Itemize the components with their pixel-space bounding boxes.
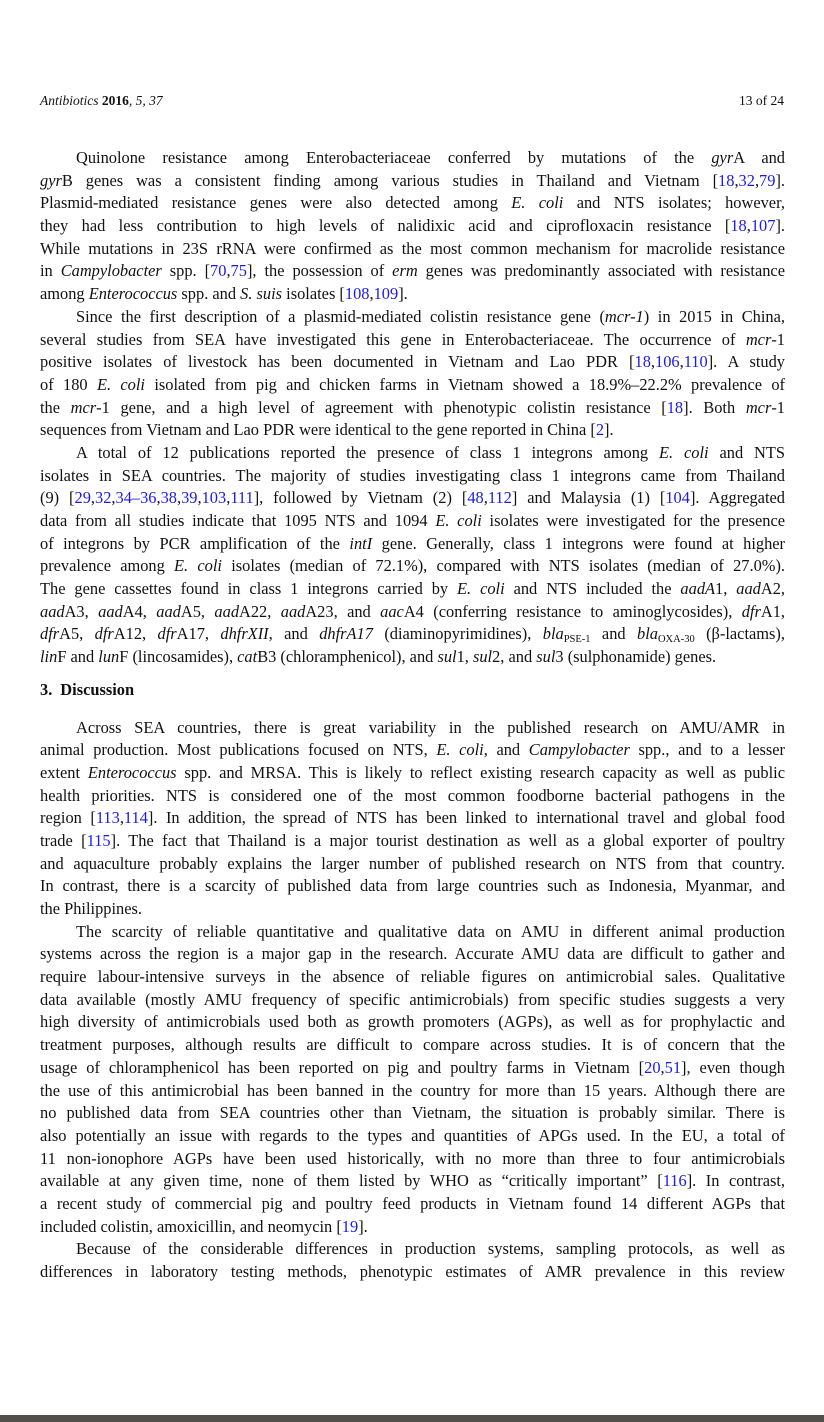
- text-line: [40, 785, 785, 808]
- text-run: , and: [268, 624, 320, 644]
- italic-term: E. coli: [436, 740, 484, 760]
- text-line: [40, 442, 785, 465]
- italic-term: aad: [98, 601, 123, 621]
- journal-citation: [40, 93, 163, 109]
- text-run: -1 gene, and a high level of agreement with phenotypic colistin resistance [: [96, 397, 667, 417]
- text-run: ,: [226, 488, 231, 508]
- text-line: [40, 147, 785, 170]
- section-number: 3.: [40, 679, 53, 699]
- text-run: ]. In contrast,: [686, 1171, 786, 1191]
- text-line: [40, 943, 785, 966]
- text-line: [40, 238, 785, 261]
- text-run: (diaminopyrimidines),: [372, 624, 543, 644]
- text-run: A1,: [760, 601, 785, 621]
- results-paragraphs: [40, 147, 785, 669]
- italic-term: mcr: [745, 329, 772, 349]
- text-run: While mutations in 23S rRNA were confirmed as the most common mechanism for macrolide resistance: [40, 238, 785, 258]
- text-run: ].: [604, 420, 614, 440]
- text-run: ], the possession of: [246, 261, 393, 281]
- journal-volume: , 5, 37: [128, 93, 163, 108]
- text-run: , and: [483, 740, 529, 760]
- text-run: ,: [111, 488, 116, 508]
- text-run: isolated from pig and chicken farms in Vietnam showed a 18.9%–22.2% prevalence of: [144, 374, 785, 394]
- text-line: [40, 623, 785, 646]
- citation-link[interactable]: 70: [210, 261, 227, 281]
- text-run: the use of this antimicrobial has been banned in the country for more than 15 years. Although there are: [40, 1080, 785, 1100]
- article-body: [40, 147, 785, 1284]
- text-line: [40, 306, 785, 329]
- text-run: also potentially an issue with regards to the types and quantities of APGs used. In the EU, a total of: [40, 1125, 785, 1145]
- text-run: and NTS: [708, 442, 785, 462]
- text-line: [40, 170, 785, 193]
- text-run: A3,: [64, 601, 99, 621]
- citation-link[interactable]: 51: [664, 1057, 682, 1077]
- paragraph: [40, 921, 785, 1239]
- citation-link[interactable]: 106: [655, 352, 680, 372]
- text-run: treatment purposes, although results are difficult to compare across studies. It is of concern that the: [40, 1035, 785, 1055]
- text-run: 3 (sulphonamide) genes.: [555, 647, 717, 667]
- paragraph: [40, 717, 785, 921]
- text-run: ].: [775, 170, 785, 190]
- text-run: of integrons by PCR amplification of the: [40, 533, 350, 553]
- italic-term: dfr: [40, 624, 60, 644]
- citation-link[interactable]: 48: [467, 488, 484, 508]
- text-run: ]. In addition, the spread of NTS has been linked to international travel and global food: [147, 808, 785, 828]
- italic-term: erm: [392, 261, 418, 281]
- citation-link[interactable]: 112: [487, 488, 512, 508]
- text-run: A5,: [180, 601, 215, 621]
- text-line: [40, 1034, 785, 1057]
- citation-link[interactable]: 114: [123, 808, 148, 828]
- text-run: Plasmid-mediated resistance genes were also detected among: [40, 193, 512, 213]
- text-line: [40, 215, 785, 238]
- text-line: [40, 1102, 785, 1125]
- italic-term: sul: [437, 647, 457, 667]
- text-line: [40, 1080, 785, 1103]
- italic-term: dfr: [157, 624, 177, 644]
- text-run: A22,: [239, 601, 281, 621]
- paragraph: [40, 306, 785, 442]
- text-run: A4,: [122, 601, 157, 621]
- text-run: ,: [746, 216, 751, 236]
- citation-link[interactable]: 111: [230, 488, 254, 508]
- text-run: Since the first description of a plasmid-mediated colistin resistance gene (: [76, 306, 605, 326]
- page-number: 13 of 24: [739, 93, 784, 108]
- text-run: (β-lactams),: [694, 624, 785, 644]
- text-line: [40, 646, 785, 669]
- text-run: spp. and MRSA. This is likely to reflect existing research capacity as well as public: [176, 762, 785, 782]
- text-run: ]. Both: [683, 397, 746, 417]
- italic-term: aad: [214, 601, 240, 621]
- text-line: [40, 1193, 785, 1216]
- text-run: ].: [358, 1216, 368, 1236]
- italic-term: sul: [472, 647, 493, 667]
- text-line: [40, 374, 785, 397]
- italic-term: Enterococcus: [87, 762, 177, 782]
- citation-link[interactable]: 18: [634, 352, 651, 372]
- citation-link[interactable]: 110: [683, 352, 708, 372]
- text-run: F and: [57, 647, 99, 667]
- italic-term: Campylobacter: [60, 261, 162, 281]
- text-run: health priorities. NTS is considered one of the most common foodborne bacterial pathogens in the: [40, 785, 785, 805]
- text-run: and: [590, 624, 637, 644]
- citation-link[interactable]: 39: [181, 488, 198, 508]
- text-run: spp. [: [161, 261, 211, 281]
- text-run: ,: [177, 488, 182, 508]
- text-run: -1: [771, 397, 785, 417]
- text-line: [40, 1216, 785, 1239]
- text-line: [40, 1148, 785, 1171]
- text-run: Because of the considerable differences in production systems, sampling protocols, as well as: [76, 1239, 785, 1259]
- citation-link[interactable]: 107: [750, 216, 776, 236]
- text-run: ,: [156, 488, 161, 508]
- text-line: [40, 739, 785, 762]
- text-run: positive isolates of livestock has been documented in Vietnam and Lao PDR [: [40, 352, 635, 372]
- journal-name: Antibiotics: [40, 93, 99, 108]
- italic-term: intI: [349, 533, 373, 553]
- text-run: A4 (conferring resistance to aminoglycosides),: [403, 601, 742, 621]
- citation-link[interactable]: 18: [730, 216, 747, 236]
- text-line: [40, 601, 785, 624]
- text-line: [40, 717, 785, 740]
- citation-link[interactable]: 18: [718, 170, 735, 190]
- text-run: spp. and: [177, 284, 241, 304]
- text-run: spp., and to a lesser: [629, 740, 785, 760]
- text-run: data from all studies indicate that 1095 NTS and 1094: [40, 511, 436, 530]
- citation-link[interactable]: 20: [644, 1057, 661, 1077]
- italic-term: gyr: [711, 148, 734, 167]
- text-run: animal production. Most publications focused on NTS,: [40, 740, 437, 760]
- text-run: usage of chloramphenicol has been reported on pig and poultry farms in Vietnam [: [40, 1057, 645, 1077]
- text-line: [40, 762, 785, 785]
- text-run: genes was predominantly associated with resistance: [417, 261, 785, 281]
- text-run: (9) [: [40, 488, 75, 508]
- text-run: A5,: [59, 624, 95, 644]
- text-run: ) in 2015 in China,: [643, 306, 785, 326]
- text-run: isolates were investigated for the presence: [481, 511, 785, 530]
- italic-term: aac: [380, 601, 404, 621]
- text-run: isolates in SEA countries. The majority of studies investigating class 1 integrons came from Thailand: [40, 465, 785, 485]
- text-line: [40, 921, 785, 944]
- text-line: [40, 875, 785, 898]
- text-run: ,: [660, 1057, 665, 1077]
- text-run: a recent study of commercial pig and poultry feed products in Vietnam found 14 different AGPs that: [40, 1193, 785, 1213]
- text-run: A12,: [113, 624, 158, 644]
- text-run: data available (mostly AMU frequency of specific antimicrobials) from specific studies suggests a very: [40, 989, 785, 1009]
- text-run: ,: [483, 488, 488, 508]
- text-line: [40, 465, 785, 488]
- text-run: extent: [40, 762, 88, 782]
- italic-term: aadA: [680, 579, 716, 599]
- text-run: ], even though: [681, 1057, 785, 1077]
- text-run: ,: [734, 170, 739, 190]
- text-run: and aquaculture probably explains the larger number of published research on NTS from that country.: [40, 853, 785, 873]
- citation-link[interactable]: 75: [230, 261, 247, 281]
- italic-term: lun: [98, 647, 120, 667]
- text-run: and NTS isolates; however,: [563, 193, 785, 213]
- italic-term: Enterococcus: [88, 284, 178, 304]
- italic-term: dfr: [741, 601, 761, 621]
- text-line: [40, 533, 785, 556]
- italic-term: sul: [536, 647, 556, 667]
- citation-link[interactable]: 103: [201, 488, 227, 508]
- text-run: ,: [119, 808, 124, 828]
- text-run: isolates (median of 72.1%), compared with NTS isolates (median of 27.0%).: [221, 556, 786, 576]
- text-run: ], followed by Vietnam (2) [: [253, 488, 468, 508]
- italic-term: aad: [40, 601, 65, 621]
- text-run: ] and Malaysia (1) [: [511, 488, 666, 508]
- text-line: [40, 1057, 785, 1080]
- citation-link[interactable]: 18: [666, 397, 684, 417]
- text-run: 11 non-ionophore AGPs have been used historically, with no more than three to four antimicrobials: [40, 1148, 785, 1168]
- text-run: Quinolone resistance among Enterobacteriaceae conferred by mutations of the: [76, 148, 712, 167]
- citation-link[interactable]: 108: [344, 284, 370, 304]
- text-run: included colistin, amoxicillin, and neomycin [: [40, 1216, 342, 1236]
- text-run: 1,: [456, 647, 473, 667]
- text-run: ,: [90, 488, 96, 508]
- text-run: trade [: [40, 830, 87, 850]
- text-run: The gene cassettes found in class 1 integrons carried by: [40, 579, 458, 599]
- text-run: In contrast, there is a scarcity of published data from large countries such as Indonesia, Myanmar, and: [40, 876, 785, 896]
- text-line: [40, 830, 785, 853]
- citation-link[interactable]: 32: [95, 488, 112, 508]
- italic-term: mcr-1: [604, 306, 644, 326]
- italic-term: E. coli: [457, 579, 505, 599]
- italic-term: aad: [280, 601, 306, 621]
- text-run: several studies from SEA have investigated this gene in Enterobacteriaceae. The occurrence of: [40, 329, 746, 349]
- text-line: [40, 1261, 785, 1284]
- paragraph: [40, 1238, 785, 1283]
- text-line: [40, 898, 785, 921]
- text-run: among: [40, 284, 89, 304]
- text-line: [40, 329, 785, 352]
- italic-term: Campylobacter: [528, 740, 630, 760]
- italic-term: lin: [40, 647, 58, 667]
- text-run: B3 (chloramphenicol), and: [257, 647, 438, 667]
- text-run: F (lincosamides),: [119, 647, 238, 667]
- text-run: 2, and: [492, 647, 537, 667]
- text-run: no published data from SEA countries other than Vietnam, the situation is probably similar. There is: [40, 1103, 785, 1123]
- text-run: high diversity of antimicrobials used both as growth promoters (AGPs), as well as for prophylactic and: [40, 1012, 785, 1032]
- text-run: available at any given time, none of them listed by WHO as “critically important” [: [40, 1171, 663, 1191]
- paragraph: [40, 442, 785, 669]
- subscript: OXA-30: [657, 634, 695, 646]
- running-header: [40, 93, 784, 111]
- paragraph: [40, 147, 785, 306]
- citation-link[interactable]: 34–36: [115, 488, 157, 508]
- text-line: [40, 807, 785, 830]
- text-run: ,: [754, 170, 760, 190]
- italic-term: E. coli: [659, 442, 709, 462]
- text-run: -1: [771, 329, 785, 349]
- text-run: isolates [: [282, 284, 345, 304]
- citation-link[interactable]: 79: [759, 170, 776, 190]
- text-run: ]. The fact that Thailand is a major tourist destination as well as a global exporter of poultry: [110, 830, 785, 850]
- italic-term: bla: [542, 624, 564, 644]
- italic-term: dhfrXII: [220, 624, 269, 644]
- text-line: [40, 578, 785, 601]
- italic-term: E. coli: [96, 374, 145, 394]
- italic-term: S. suis: [240, 284, 283, 304]
- text-run: require labour-intensive surveys in the absence of reliable figures on antimicrobial sales. Qualitative: [40, 967, 785, 987]
- citation-link[interactable]: 38: [160, 488, 177, 508]
- text-line: [40, 397, 785, 420]
- journal-year: 2016: [101, 93, 129, 108]
- text-line: [40, 966, 785, 989]
- text-run: Across SEA countries, there is great variability in the published research on AMU/AMR in: [76, 717, 785, 737]
- text-run: ,: [226, 261, 231, 281]
- citation-link[interactable]: 115: [86, 830, 111, 850]
- italic-term: mcr: [745, 397, 772, 417]
- section-title: Discussion: [60, 679, 135, 699]
- text-run: sequences from Vietnam and Lao PDR were identical to the gene reported in China [: [40, 420, 596, 440]
- text-run: ,: [679, 352, 684, 372]
- text-line: [40, 260, 785, 283]
- citation-link[interactable]: 32: [738, 170, 755, 190]
- text-run: differences in laboratory testing methods, phenotypic estimates of AMR prevalence in this review: [40, 1262, 785, 1281]
- text-line: [40, 351, 785, 374]
- text-line: [40, 989, 785, 1012]
- text-run: systems across the region is a major gap in the research. Accurate AMU data are difficult to gather and: [40, 944, 785, 964]
- italic-term: aad: [736, 579, 761, 599]
- text-run: A total of 12 publications reported the presence of class 1 integrons among: [76, 442, 660, 462]
- viewer-bottom-bar: [0, 1415, 824, 1422]
- italic-term: cat: [237, 647, 258, 667]
- text-line: [40, 419, 785, 442]
- citation-link[interactable]: 113: [95, 808, 120, 828]
- text-run: ]. Aggregated: [689, 488, 785, 508]
- text-line: [40, 555, 785, 578]
- text-run: ,: [197, 488, 202, 508]
- text-run: and NTS included the: [504, 579, 681, 599]
- text-run: in: [40, 261, 61, 281]
- text-run: of 180: [40, 374, 97, 394]
- text-run: gene. Generally, class 1 integrons were found at higher: [372, 533, 785, 553]
- text-line: [40, 853, 785, 876]
- italic-term: E. coli: [511, 193, 564, 213]
- italic-term: mcr: [70, 397, 97, 417]
- text-line: [40, 1125, 785, 1148]
- citation-link[interactable]: 109: [373, 284, 399, 304]
- citation-link[interactable]: 116: [662, 1171, 687, 1191]
- text-run: ,: [369, 284, 374, 304]
- text-run: ].: [398, 284, 408, 304]
- text-run: The scarcity of reliable quantitative and qualitative data on AMU in different animal production: [76, 921, 785, 941]
- text-line: [40, 192, 785, 215]
- text-run: ].: [775, 216, 785, 236]
- text-run: A and: [733, 148, 785, 167]
- text-line: [40, 487, 785, 510]
- text-run: ]. A study: [707, 352, 786, 372]
- citation-link[interactable]: 29: [74, 488, 91, 508]
- subscript: PSE-1: [563, 634, 591, 646]
- text-line: [40, 1170, 785, 1193]
- text-run: B genes was a consistent finding among various studies in Thailand and Vietnam [: [61, 170, 719, 190]
- text-run: the Philippines.: [40, 899, 142, 918]
- text-run: ,: [650, 352, 655, 372]
- text-run: prevalence among: [40, 556, 175, 576]
- text-run: region [: [40, 808, 96, 828]
- text-line: [40, 510, 785, 533]
- text-run: A23, and: [305, 601, 381, 621]
- text-run: 1,: [715, 579, 737, 599]
- discussion-paragraphs: [40, 717, 785, 1284]
- citation-link[interactable]: 104: [665, 488, 690, 508]
- citation-link[interactable]: 2: [595, 420, 605, 440]
- italic-term: dhfrA17: [319, 624, 373, 644]
- italic-term: aad: [156, 601, 181, 621]
- text-line: [40, 1238, 785, 1261]
- text-run: they had less contribution to high levels of nalidixic acid and ciprofloxacin resistance [: [40, 216, 731, 236]
- text-run: A2,: [760, 579, 785, 599]
- italic-term: E. coli: [435, 511, 482, 530]
- italic-term: bla: [637, 624, 658, 644]
- section-heading-discussion: [40, 679, 785, 702]
- italic-term: gyr: [40, 170, 62, 190]
- text-run: A17,: [176, 624, 221, 644]
- text-line: [40, 1011, 785, 1034]
- italic-term: E. coli: [174, 556, 222, 576]
- text-line: [40, 283, 785, 306]
- citation-link[interactable]: 19: [341, 1216, 359, 1236]
- italic-term: dfr: [94, 624, 114, 644]
- text-run: the: [40, 397, 71, 417]
